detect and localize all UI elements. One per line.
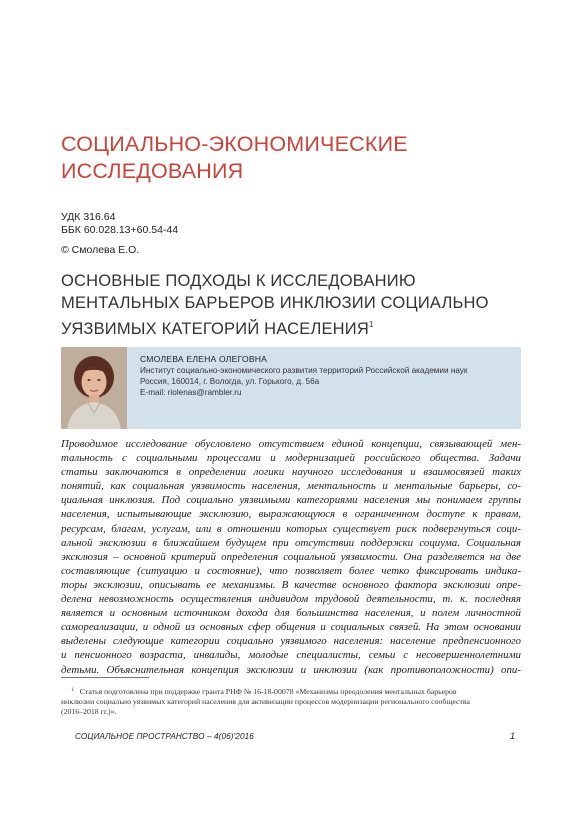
abstract-line: делена невозможность осуществления индивидом трудовой деятельности, т. к. последняя	[61, 593, 521, 606]
journal-name: СОЦИАЛЬНОЕ ПРОСТРАНСТВО – 4(06)'2016	[75, 732, 254, 741]
footnote-text: инклюзии социально уязвимых категорий населения для активизации процессов модернизации регионального сообщества	[61, 697, 470, 706]
author-photo	[61, 347, 127, 429]
footnote	[61, 685, 521, 717]
abstract-line: альной эксклюзии в ближайшем будущем при отсутствии поддержки социума. Социальная	[61, 536, 521, 549]
footnote-number: 1	[71, 687, 74, 693]
copyright: © Смолева Е.О.	[61, 244, 140, 256]
footnote-text: (2016–2018 гг.)».	[61, 707, 117, 716]
section-title	[61, 131, 531, 185]
abstract-line: выделены следующие категории социально уязвимого населения: население предпенсионного	[61, 635, 521, 648]
section-title-line: СОЦИАЛЬНО-ЭКОНОМИЧЕСКИЕ	[61, 132, 408, 156]
author-address: Россия, 160014, г. Вологда, ул. Горького, д. 56а	[140, 377, 320, 386]
abstract-line: является и основным источником дохода для большинства населения, и полем личностной	[61, 607, 521, 620]
footnote-divider	[61, 677, 149, 678]
bbk-code: ББК 60.028.13+60.54-44	[61, 224, 179, 236]
abstract-line: эксклюзия – основной критерий определения социальной уязвимости. Она разделяется на две	[61, 550, 521, 563]
abstract-line: ресурсам, благам, услугам, или в отношении которых существует риск подвергнуться соци-	[61, 522, 521, 535]
author-email[interactable]: E-mail: riolenas@rambler.ru	[140, 388, 242, 397]
footnote-marker[interactable]: 1	[368, 320, 374, 329]
abstract-line: составляющие (ситуацию и состояние), что позволяет более четко фиксировать индика-	[61, 564, 521, 577]
abstract-line: Проводимое исследование обусловлено отсутствием единой концепции, связывающей мен-	[61, 438, 521, 450]
abstract-line: детьми. Объяснительная концепция эксклюзии и инклюзии (как противоположности) опи-	[61, 663, 521, 676]
author-box	[61, 347, 521, 429]
abstract	[61, 437, 521, 677]
abstract-line: понятий, как социальная уязвимость населения, ментальность и ментальные барьеры, со-	[61, 480, 521, 493]
article-title	[61, 270, 531, 340]
author-name: СМОЛЕВА ЕЛЕНА ОЛЕГОВНА	[140, 354, 268, 364]
abstract-line: циальная инклюзия. Под социально уязвимыми категориями населения мы понимаем группы	[61, 494, 521, 507]
article-title-line: УЯЗВИМЫХ КАТЕГОРИЙ НАСЕЛЕНИЯ	[61, 320, 369, 338]
section-title-line: ИССЛЕДОВАНИЯ	[61, 159, 244, 183]
author-info	[140, 354, 468, 398]
abstract-line: населения, испытывающие эксклюзию, выражающуюся в ограниченном доступе к правам,	[61, 508, 521, 521]
abstract-line: и пенсионного возраста, инвалиды, молодые специалисты, семьи с несовершеннолетними	[61, 649, 521, 662]
udk-code: УДК 316.64	[61, 211, 116, 223]
article-title-line: МЕНТАЛЬНЫХ БАРЬЕРОВ ИНКЛЮЗИИ СОЦИАЛЬНО	[61, 294, 489, 312]
author-affiliation: Институт социально-экономического развития территорий Российской академии наук	[140, 366, 468, 375]
footnote-text: Статья подготовлена при поддержке гранта РНФ № 16-18-00078 «Механизмы преодоления ментальных барьеров	[79, 687, 457, 696]
abstract-line: самореализации, и одной из основных сфер общения и социальных связей. На этом основании	[61, 621, 521, 634]
abstract-line: тальность с социальными процессами и модернизацией российского общества. Задачи	[61, 452, 521, 465]
article-title-line: ОСНОВНЫЕ ПОДХОДЫ К ИССЛЕДОВАНИЮ	[61, 272, 416, 290]
abstract-line: статьи заключаются в определении логики научного исследования и взаимосвязей таких	[61, 466, 521, 479]
classification-codes	[61, 211, 178, 237]
page-number: 1	[510, 731, 516, 741]
abstract-line: торы эксклюзии, описывать ее механизмы. В качестве основного фактора эксклюзии опре-	[61, 578, 521, 591]
